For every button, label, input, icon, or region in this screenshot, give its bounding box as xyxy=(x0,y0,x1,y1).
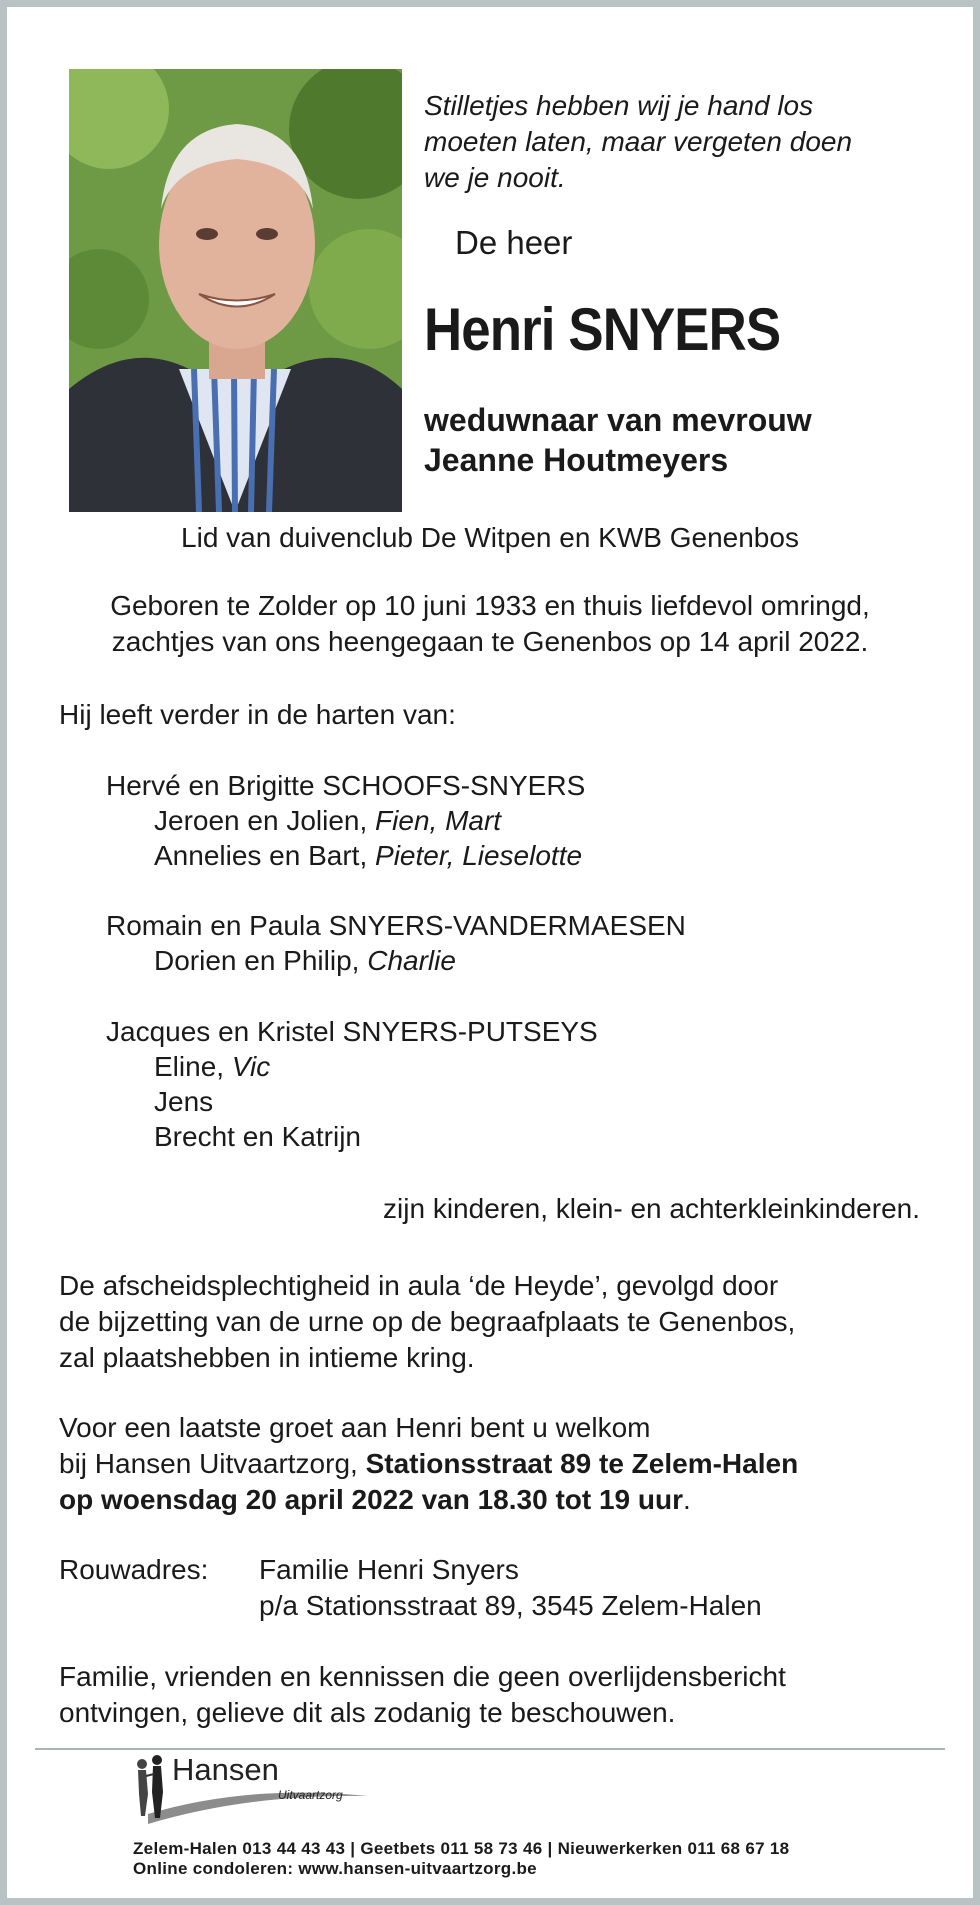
spouse-info xyxy=(424,400,812,480)
notice-line: Familie, vrienden en kennissen die geen overlijdensbericht xyxy=(59,1661,786,1692)
visitation-text: bij Hansen Uitvaartzorg, xyxy=(59,1448,366,1479)
family-head: Jacques en Kristel SNYERS-PUTSEYS xyxy=(106,1016,598,1047)
footer-phones: Zelem-Halen 013 44 43 43 | Geetbets 011 58 73 46 | Nieuwerkerken 011 68 67 18 xyxy=(133,1839,790,1858)
address-block xyxy=(259,1552,762,1624)
notice-line: ontvingen, gelieve dit als zodanig te beschouwen. xyxy=(59,1697,676,1728)
club-membership: Lid van duivenclub De Witpen en KWB Genenbos xyxy=(181,522,799,553)
family-row: Brecht en Katrijn xyxy=(154,1121,361,1152)
logo-name: Hansen xyxy=(172,1752,279,1787)
spouse-line: Jeanne Houtmeyers xyxy=(424,442,729,478)
family-head: Hervé en Brigitte SCHOOFS-SNYERS xyxy=(106,770,586,801)
hansen-logo xyxy=(128,1754,368,1834)
visitation-date: op woensdag 20 april 2022 van 18.30 tot 19 uur xyxy=(59,1484,684,1515)
family-row-children: Pieter, Lieselotte xyxy=(375,840,583,871)
portrait-photo xyxy=(69,69,402,512)
honorific: De heer xyxy=(455,224,573,261)
visitation-line xyxy=(59,1482,798,1518)
visitation-period: . xyxy=(683,1484,691,1515)
logo-subtitle: Uitvaartzorg xyxy=(278,1788,343,1802)
family-row: Jens xyxy=(154,1086,214,1117)
visitation-info xyxy=(59,1410,798,1518)
quote xyxy=(424,88,852,196)
address-label: Rouwadres: xyxy=(59,1554,209,1585)
birth-death-info xyxy=(0,588,980,660)
family-row-children: Vic xyxy=(231,1051,271,1082)
family-row-names: Jeroen en Jolien, xyxy=(154,805,376,836)
quote-line: Stilletjes hebben wij je hand los xyxy=(424,90,814,121)
family-row xyxy=(154,1049,270,1085)
visitation-line xyxy=(59,1446,798,1482)
footer-divider xyxy=(35,1748,945,1750)
spouse-line: weduwnaar van mevrouw xyxy=(424,402,812,438)
family-row-children: Fien, Mart xyxy=(375,805,502,836)
family-row xyxy=(154,838,582,874)
visitation-line: Voor een laatste groet aan Henri bent u welkom xyxy=(59,1412,651,1443)
notice xyxy=(59,1659,786,1731)
family-head: Romain en Paula SNYERS-VANDERMAESEN xyxy=(106,910,686,941)
family-row xyxy=(154,803,501,839)
footer-online: Online condoleren: www.hansen-uitvaartzorg.be xyxy=(133,1859,537,1878)
ceremony-info xyxy=(59,1268,795,1376)
family-row-names: Annelies en Bart, xyxy=(154,840,376,871)
address-line: p/a Stationsstraat 89, 3545 Zelem-Halen xyxy=(259,1590,762,1621)
ceremony-line: zal plaatshebben in intieme kring. xyxy=(59,1342,475,1373)
ceremony-line: De afscheidsplechtigheid in aula ‘de Heyde’, gevolgd door xyxy=(59,1270,779,1301)
family-row-names: Dorien en Philip, xyxy=(154,945,368,976)
address-line: Familie Henri Snyers xyxy=(259,1554,519,1585)
death-line: zachtjes van ons heengegaan te Genenbos op 14 april 2022. xyxy=(111,626,869,657)
ceremony-line: de bijzetting van de urne op de begraafplaats te Genenbos, xyxy=(59,1306,796,1337)
deceased-name: Henri SNYERS xyxy=(424,296,781,363)
family-row-children: Charlie xyxy=(367,945,456,976)
family-row xyxy=(154,943,456,979)
quote-line: moeten laten, maar vergeten doen xyxy=(424,126,853,157)
quote-line: we je nooit. xyxy=(424,162,566,193)
visitation-address: Stationsstraat 89 te Zelem-Halen xyxy=(365,1448,799,1479)
lives-on-heading: Hij leeft verder in de harten van: xyxy=(59,699,456,730)
relations-line: zijn kinderen, klein- en achterkleinkinderen. xyxy=(383,1193,920,1224)
birth-line: Geboren te Zolder op 10 juni 1933 en thuis liefdevol omringd, xyxy=(110,590,870,621)
family-row-names: Eline, xyxy=(154,1051,232,1082)
